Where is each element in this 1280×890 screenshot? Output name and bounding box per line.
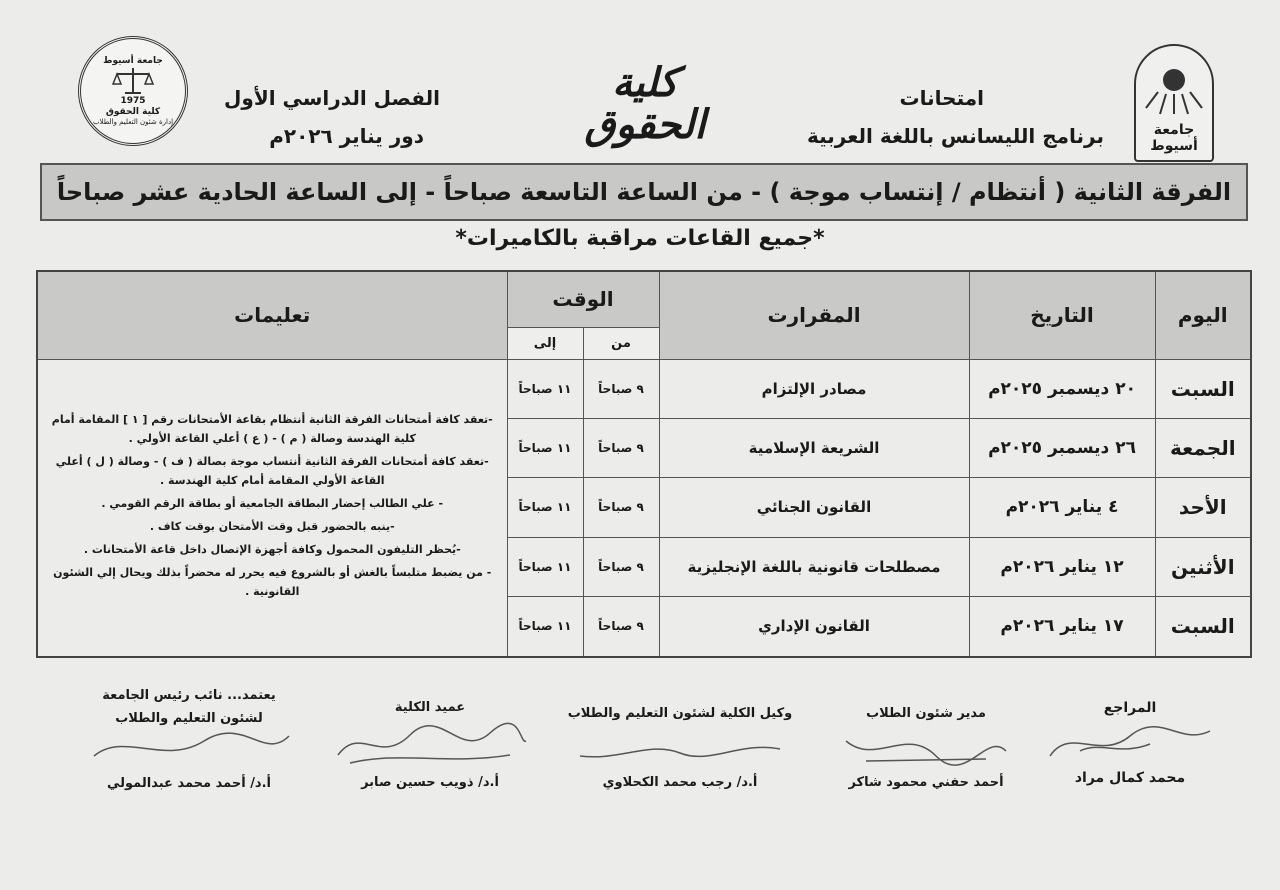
exam-schedule-table	[36, 270, 1252, 658]
row-date: ٢٦ ديسمبر ٢٠٢٥م	[969, 418, 1155, 477]
row-day: الأحد	[1155, 478, 1251, 537]
header-from: من	[583, 327, 659, 359]
signature-dean	[330, 700, 530, 790]
row-from: ٩ صباحاً	[583, 537, 659, 596]
seal-year: 1975	[120, 96, 146, 107]
row-from: ٩ صباحاً	[583, 359, 659, 418]
header-date: التاريخ	[969, 271, 1155, 359]
handwritten-signature	[560, 721, 800, 771]
signature-title-2: لشئون التعليم والطلاب	[115, 711, 263, 726]
row-course: القانون الإداري	[659, 596, 969, 657]
header-time: الوقت	[507, 271, 659, 327]
seal-ring-text: إدارة شئون التعليم والطلاب	[92, 118, 174, 126]
signature-name: أحمد حفني محمود شاكر	[848, 775, 1004, 790]
instruction-item: -تعقد كافة أمتحانات الفرقة الثانية أنتظام بقاعة الأمتحانات رقم [ ١ ] المقامة أمام كلية الهندسة وصالة ( م ) - ( ع ) أعلي القاعة الأولي .	[51, 413, 493, 446]
seal-bottom-text: كلية الحقوق	[105, 107, 161, 118]
instruction-item: - من يضبط متلبساً بالغش أو بالشروع فيه يحرر له محضراً بذلك ويحال إلي الشئون القانونية .	[53, 566, 492, 599]
row-to: ١١ صباحاً	[507, 359, 583, 418]
signature-student-affairs	[836, 706, 1016, 790]
row-date: ٢٠ ديسمبر ٢٠٢٥م	[969, 359, 1155, 418]
handwritten-signature	[836, 721, 1016, 771]
row-to: ١١ صباحاً	[507, 478, 583, 537]
faculty-seal	[78, 36, 188, 146]
instruction-item: -يُحظر التليفون المحمول وكافة أجهزة الإتصال داخل قاعة الأمتحانات .	[83, 543, 461, 557]
row-date: ١٢ يناير ٢٠٢٦م	[969, 537, 1155, 596]
row-course: مصادر الإلتزام	[659, 359, 969, 418]
exam-session: دور يناير ٢٠٢٦م	[269, 124, 424, 148]
signature-name: أ.د/ ذويب حسين صابر	[361, 775, 499, 790]
row-from: ٩ صباحاً	[583, 478, 659, 537]
instruction-item: -ينبه بالحضور قبل وقت الأمتحان بوقت كاف .	[149, 520, 395, 534]
row-to: ١١ صباحاً	[507, 596, 583, 657]
header-to: إلى	[507, 327, 583, 359]
sun-emblem-icon	[1136, 54, 1212, 124]
row-day: الأثنين	[1155, 537, 1251, 596]
exams-title: امتحانات	[899, 86, 984, 110]
row-to: ١١ صباحاً	[507, 418, 583, 477]
faculty-logo: كلية الحقوق	[584, 59, 706, 148]
cameras-note: *جميع القاعات مراقبة بالكاميرات*	[455, 226, 825, 251]
signature-title: مدير شئون الطلاب	[866, 706, 986, 721]
row-day: السبت	[1155, 596, 1251, 657]
handwritten-signature	[330, 715, 530, 771]
signature-name: أ.د/ أحمد محمد عبدالمولي	[106, 776, 272, 791]
signature-reviewer	[1040, 700, 1220, 786]
handwritten-signature	[1040, 716, 1220, 766]
header-instructions: تعليمات	[37, 271, 507, 359]
row-from: ٩ صباحاً	[583, 596, 659, 657]
instruction-item: - علي الطالب إحضار البطاقة الجامعية أو بطاقة الرقم القومي .	[101, 497, 444, 511]
handwritten-signature	[84, 726, 294, 772]
semester-title: الفصل الدراسي الأول	[224, 86, 440, 110]
row-date: ٤ يناير ٢٠٢٦م	[969, 478, 1155, 537]
row-course: مصطلحات قانونية باللغة الإنجليزية	[659, 537, 969, 596]
university-logo	[1134, 44, 1214, 162]
university-logo-text: جامعة أسيوط	[1150, 122, 1198, 154]
program-subtitle: برنامج الليسانس باللغة العربية	[806, 124, 1104, 148]
header-day: اليوم	[1155, 271, 1251, 359]
signature-title: يعتمد... نائب رئيس الجامعة	[102, 688, 276, 703]
signature-vice-president	[84, 688, 294, 791]
row-day: الجمعة	[1155, 418, 1251, 477]
signature-vice-dean	[560, 706, 800, 790]
row-course: القانون الجنائي	[659, 478, 969, 537]
signature-name: محمد كمال مراد	[1074, 770, 1186, 786]
signature-title: عميد الكلية	[394, 700, 466, 715]
row-course: الشريعة الإسلامية	[659, 418, 969, 477]
scales-icon	[111, 66, 155, 96]
signature-title: وكيل الكلية لشئون التعليم والطلاب	[567, 706, 793, 721]
signature-title: المراجع	[1103, 700, 1157, 716]
row-from: ٩ صباحاً	[583, 418, 659, 477]
group-band: الفرقة الثانية ( أنتظام / إنتساب موجة ) - من الساعة التاسعة صباحاً - إلى الساعة الحادية عشر صباحاً	[40, 163, 1248, 221]
instructions-cell	[37, 359, 507, 657]
row-date: ١٧ يناير ٢٠٢٦م	[969, 596, 1155, 657]
header-course: المقرارت	[659, 271, 969, 359]
row-to: ١١ صباحاً	[507, 537, 583, 596]
seal-top-text: جامعة أسيوط	[103, 55, 163, 66]
table-row	[37, 359, 1251, 418]
instruction-item: -تعقد كافة أمتحانات الفرقة الثانية أنتساب موجة بصالة ( ف ) - وصالة ( ل ) أعلي القاعة الأولي المقامة أمام كلية الهندسة .	[55, 455, 489, 488]
signature-name: أ.د/ رجب محمد الكحلاوي	[602, 775, 758, 790]
row-day: السبت	[1155, 359, 1251, 418]
